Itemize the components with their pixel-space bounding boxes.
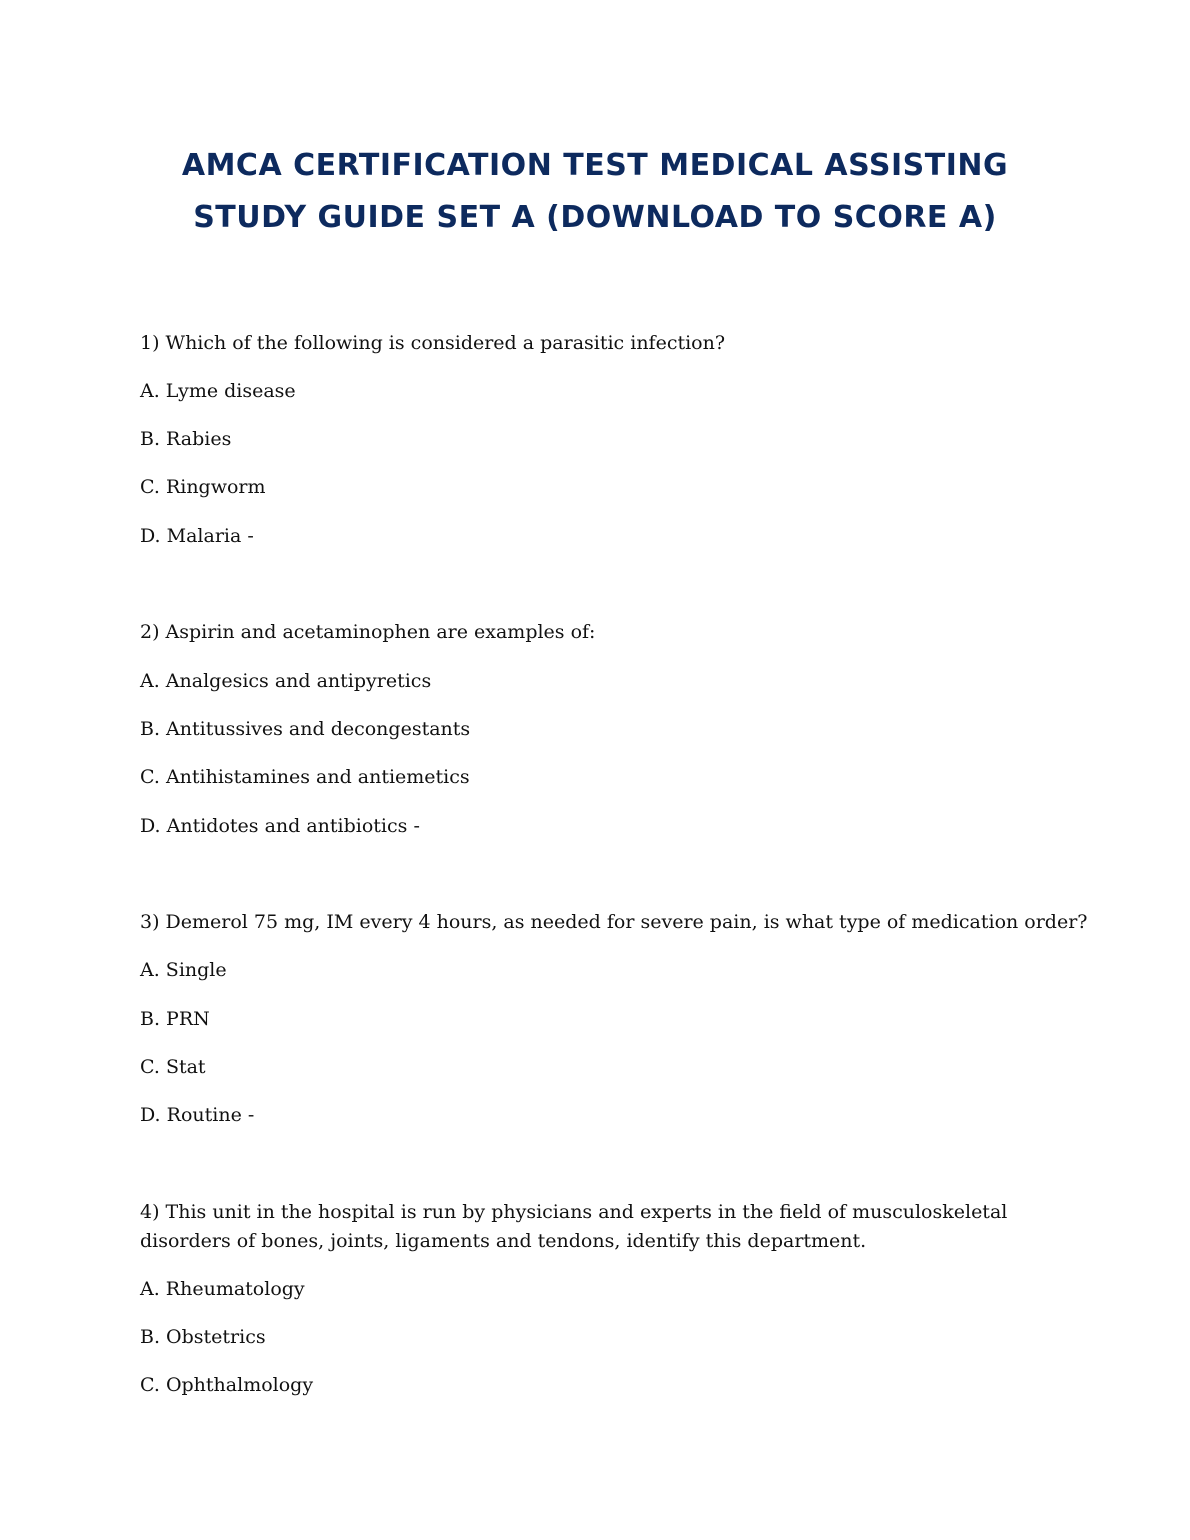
question-2-option-c: C. Antihistamines and antiemetics <box>140 766 470 788</box>
question-1-option-c: C. Ringworm <box>140 476 266 498</box>
question-4-text: 4) This unit in the hospital is run by physicians and experts in the field of musculoskeletal disorders of bones, joints, ligaments and tendons, identify this department. <box>140 1201 1008 1252</box>
title-line-1: AMCA CERTIFICATION TEST MEDICAL ASSISTING <box>181 148 1009 183</box>
question-1-option-b: B. Rabies <box>140 428 232 450</box>
question-4-option-c: C. Ophthalmology <box>140 1374 314 1396</box>
document-title <box>0 140 1190 244</box>
question-3-option-b: B. PRN <box>140 1008 210 1030</box>
question-2-text: 2) Aspirin and acetaminophen are examples of: <box>140 621 596 643</box>
question-2-option-b: B. Antitussives and decongestants <box>140 718 471 740</box>
question-2-option-d: D. Antidotes and antibiotics - <box>140 815 420 837</box>
question-3-option-c: C. Stat <box>140 1056 206 1078</box>
question-3-option-d: D. Routine - <box>140 1104 255 1126</box>
question-1-option-d: D. Malaria - <box>140 525 254 547</box>
question-1-text: 1) Which of the following is considered a parasitic infection? <box>140 332 726 354</box>
question-3-text: 3) Demerol 75 mg, IM every 4 hours, as needed for severe pain, is what type of medication order? <box>140 911 1088 933</box>
question-4-option-b: B. Obstetrics <box>140 1326 266 1348</box>
title-line-2: STUDY GUIDE SET A (DOWNLOAD TO SCORE A) <box>193 200 997 235</box>
question-1-option-a: A. Lyme disease <box>140 380 296 402</box>
question-4-option-a: A. Rheumatology <box>140 1278 305 1300</box>
question-2-option-a: A. Analgesics and antipyretics <box>140 670 432 692</box>
question-3-option-a: A. Single <box>140 959 227 981</box>
